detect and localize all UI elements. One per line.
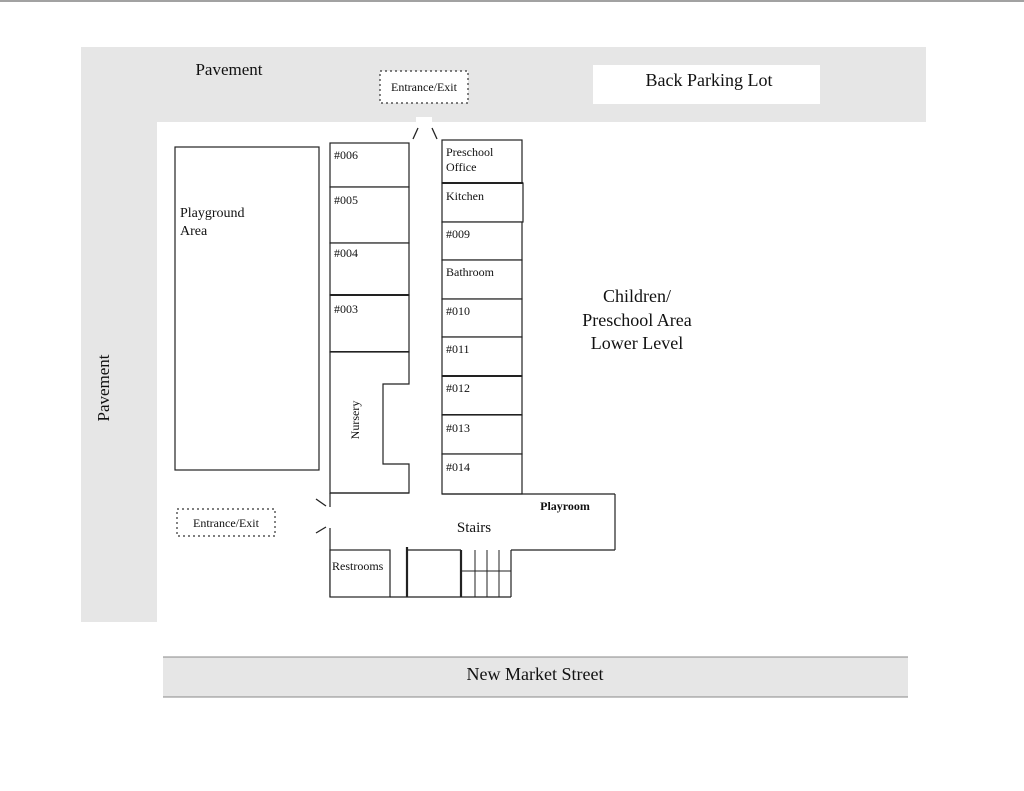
playground-label-line1: Playground — [180, 206, 245, 221]
room-003-label: #003 — [334, 302, 358, 316]
playroom-label: Playroom — [540, 499, 590, 513]
doorway-gap — [416, 117, 432, 125]
area-label-line2: Preschool Area — [582, 310, 692, 330]
playground-area — [175, 147, 319, 470]
nursery-label: Nursery — [348, 400, 362, 440]
door-swing-upper — [316, 499, 326, 506]
stair-treads — [461, 550, 511, 597]
office-label-line1: Preschool — [446, 145, 494, 159]
room-014-label: #014 — [446, 460, 470, 474]
stairs-label: Stairs — [456, 520, 492, 536]
pavement-left-label: Pavement — [94, 354, 113, 422]
room-005-label: #005 — [334, 193, 358, 207]
room-012-label: #012 — [446, 381, 470, 395]
room-009-label: #009 — [446, 227, 470, 241]
pavement-left-area — [81, 47, 157, 622]
room-010-label: #010 — [446, 304, 470, 318]
door-swing-left — [413, 128, 418, 139]
nursery-room — [330, 352, 409, 493]
entrance-top-label: Entrance/Exit — [391, 80, 457, 94]
room-013-label: #013 — [446, 421, 470, 435]
back-parking-label: Back Parking Lot — [645, 70, 773, 90]
playground-label-line2: Area — [180, 224, 208, 239]
restrooms-room — [330, 550, 390, 597]
area-label-line1: Children/ — [603, 286, 671, 306]
bottom-rooms — [390, 547, 511, 597]
bathroom-label: Bathroom — [446, 265, 494, 279]
room-004-label: #004 — [334, 246, 358, 260]
office-label-line2: Office — [446, 160, 477, 174]
pavement-top-label: Pavement — [195, 60, 263, 79]
restrooms-label: Restrooms — [332, 559, 384, 573]
door-swing-right — [432, 128, 437, 139]
entrance-left-label: Entrance/Exit — [193, 516, 259, 530]
kitchen-label: Kitchen — [446, 189, 484, 203]
street-label: New Market Street — [466, 664, 604, 684]
room-006-label: #006 — [334, 148, 358, 162]
door-swing-lower — [316, 527, 326, 533]
room-011-label: #011 — [446, 342, 470, 356]
area-label-line3: Lower Level — [590, 333, 684, 353]
